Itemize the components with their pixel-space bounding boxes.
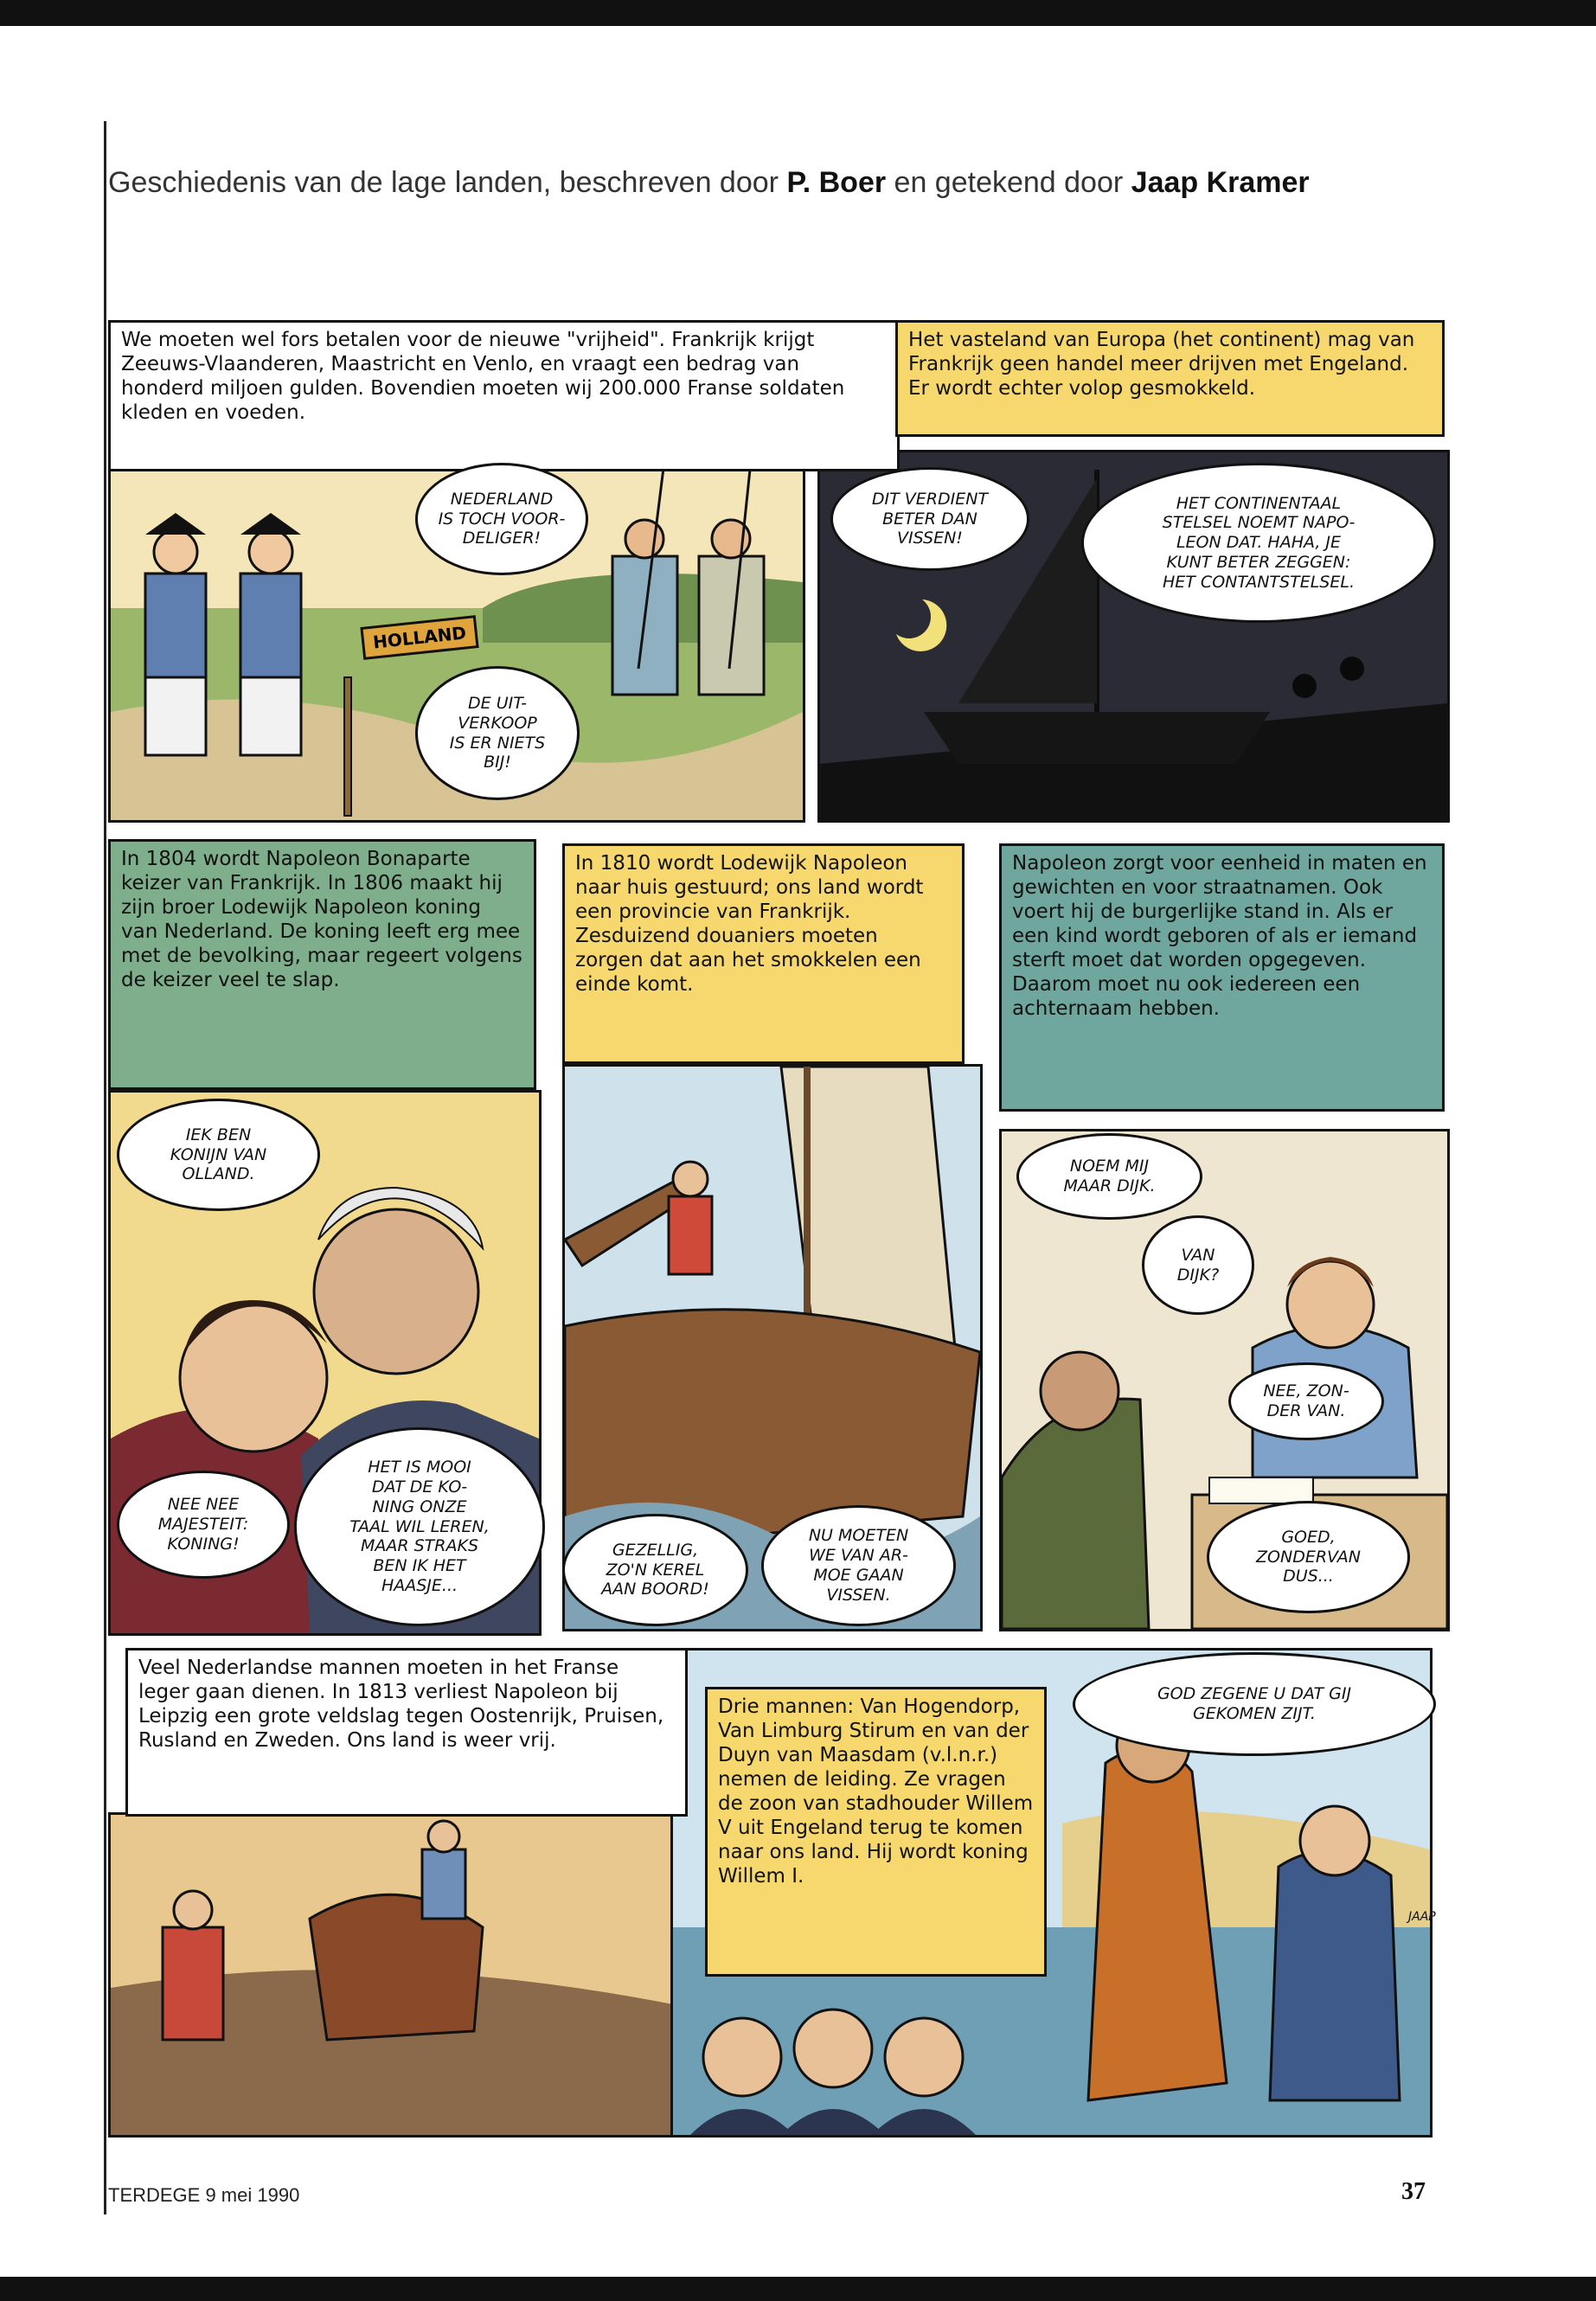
bubble-nederland: NEDERLAND IS TOCH VOOR- DELIGER! — [415, 463, 588, 575]
bubble-contant: HET CONTINENTAAL STELSEL NOEMT NAPO- LEON DAT. HAHA, JE KUNT BETER ZEGGEN: HET CONTANTSTELSEL. — [1081, 463, 1436, 623]
bubble-zonder-van: NEE, ZON- DER VAN. — [1228, 1362, 1384, 1440]
artist-signature: JAAP — [1408, 1910, 1436, 1924]
panel-battle-leipzig — [108, 1812, 680, 2138]
caption-achternaam: Napoleon zorgt voor eenheid in maten en gewichten en voor straatnamen. Ook voert hij de burgerlijke stand in. Als er een kind wordt geboren of als er iemand sterft moet dat worden opgegeven. Daarom moet nu ook iedereen een achternaam hebben. — [999, 843, 1445, 1112]
battle-illustration — [111, 1815, 677, 2135]
bubble-god-zegene: GOD ZEGENE U DAT GIJ GEKOMEN ZIJT. — [1073, 1652, 1436, 1756]
bubble-gezellig: GEZELLIG, ZO'N KEREL AAN BOORD! — [562, 1514, 748, 1626]
header-middle: en getekend door — [886, 166, 1131, 199]
bubble-van-dijk: VAN DIJK? — [1142, 1215, 1254, 1315]
header-author: P. Boer — [786, 166, 887, 199]
bubble-mooi: HET IS MOOI DAT DE KO- NING ONZE TAAL WIL LEREN, MAAR STRAKS BEN IK HET HAASJE... — [294, 1427, 545, 1626]
footer-magazine: TERDEGE 9 mei 1990 — [108, 2184, 300, 2206]
bubble-nee-majesteit: NEE NEE MAJESTEIT: KONING! — [117, 1471, 290, 1579]
header-illustrator: Jaap Kramer — [1131, 166, 1310, 199]
bubble-vissen: DIT VERDIENT BETER DAN VISSEN! — [830, 467, 1029, 571]
page-header — [108, 166, 1458, 200]
sign-holland: HOLLAND — [360, 615, 478, 660]
scan-top-border — [0, 0, 1596, 26]
header-prefix: Geschiedenis van de lage landen, beschreven door — [108, 166, 787, 199]
bubble-konijn: IEK BEN KONIJN VAN OLLAND. — [117, 1099, 320, 1211]
bubble-uitverkoop: DE UIT- VERKOOP IS ER NIETS BIJ! — [415, 666, 580, 800]
footer-page-number: 37 — [1401, 2178, 1426, 2205]
caption-leipzig: Veel Nederlandse mannen moeten in het Franse leger gaan dienen. In 1813 verliest Napoleon bij Leipzig een grote veldslag tegen Oostenrijk, Pruisen, Rusland en Zweden. Ons land is weer vrij. — [125, 1648, 688, 1817]
caption-drie-mannen: Drie mannen: Van Hogendorp, Van Limburg Stirum en van der Duyn van Maasdam (v.l.n.r.) nemen de leiding. Ze vragen de zoon van stadhouder Willem V uit Engeland terug te komen naar ons land. Hij wordt koning Willem I. — [705, 1687, 1047, 1977]
scan-bottom-border — [0, 2277, 1596, 2301]
caption-vasteland: Het vasteland van Europa (het continent) mag van Frankrijk geen handel meer drijven met Engeland. Er wordt echter volop gesmokkeld. — [895, 320, 1445, 437]
caption-vrijheid: We moeten wel fors betalen voor de nieuwe "vrijheid". Frankrijk krijgt Zeeuws-Vlaanderen, Maastricht en Venlo, en vraagt een bedrag van honderd miljoen gulden. Bovendien moeten wij 200.000 Franse soldaten kleden en voeden. — [108, 320, 900, 471]
caption-1810: In 1810 wordt Lodewijk Napoleon naar huis gestuurd; ons land wordt een provincie van Frankrijk. Zesduizend douaniers moeten zorgen dat aan het smokkelen een einde komt. — [562, 843, 965, 1064]
bubble-armoe: NU MOETEN WE VAN AR- MOE GAAN VISSEN. — [761, 1505, 956, 1626]
bubble-noem-dijk: NOEM MIJ MAAR DIJK. — [1016, 1133, 1202, 1220]
bubble-goed-zondervan: GOED, ZONDERVAN DUS... — [1207, 1501, 1410, 1613]
caption-napoleon-keizer: In 1804 wordt Napoleon Bonaparte keizer van Frankrijk. In 1806 maakt hij zijn broer Lodewijk Napoleon koning van Nederland. De koning leeft erg mee met de bevolking, maar regeert volgens de keizer veel te slap. — [108, 839, 536, 1090]
